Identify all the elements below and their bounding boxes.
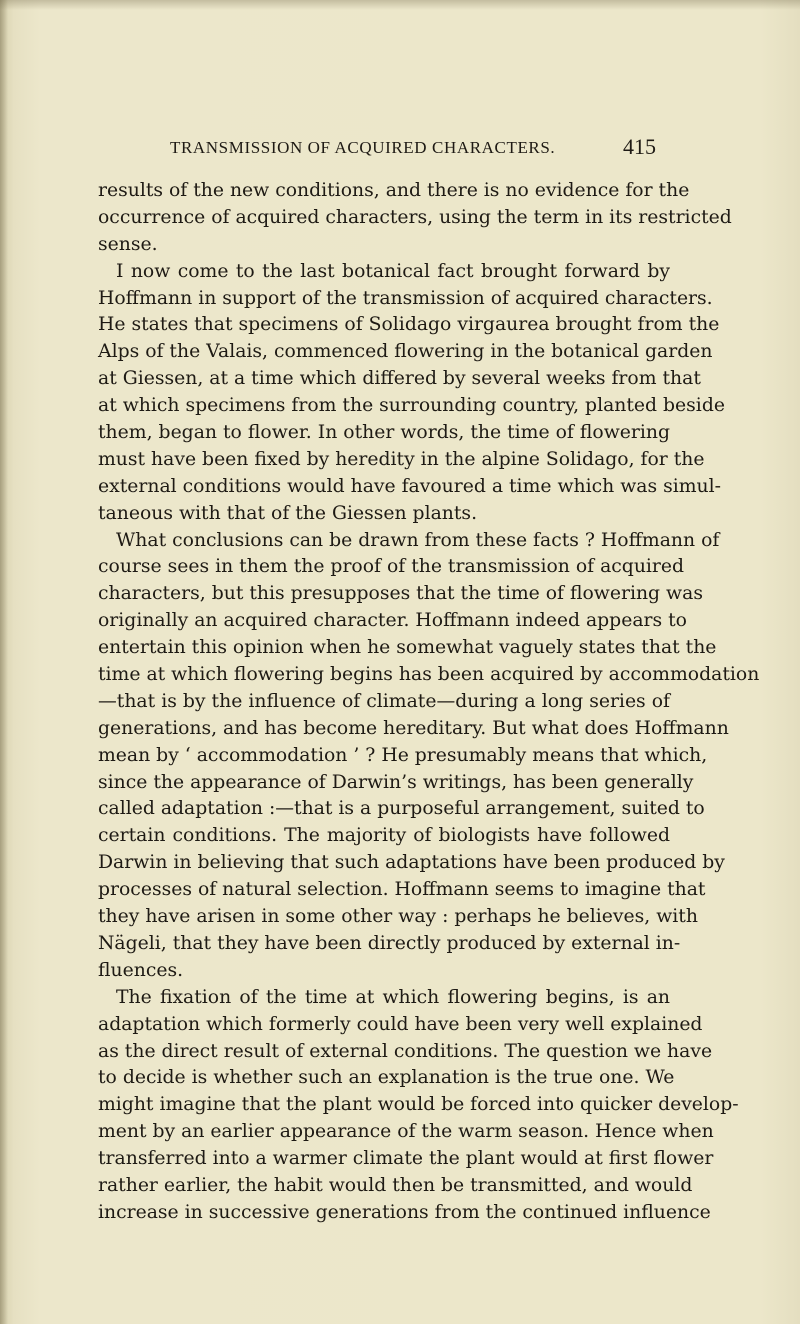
text-line: results of the new conditions, and there is no evidence for the	[98, 180, 690, 201]
text-line: originally an acquired character. Hoffmann indeed appears to	[98, 610, 687, 632]
text-line: at which specimens from the surrounding country, planted beside	[98, 395, 725, 417]
text-line: at Giessen, at a time which differed by several weeks from that	[98, 368, 701, 390]
text-line: Hoffmann in support of the transmission of acquired characters.	[98, 287, 713, 309]
text-line: might imagine that the plant would be forced into quicker develop-	[98, 1094, 739, 1116]
body-text	[98, 178, 760, 1227]
text-line: entertain this opinion when he somewhat vaguely states that the	[98, 637, 717, 659]
text-line: Alps of the Valais, commenced flowering in the botanical garden	[98, 341, 713, 363]
text-line: He states that specimens of Solidago virgaurea brought from the	[98, 314, 720, 336]
page-header	[40, 130, 760, 164]
text-line: them, began to flower. In other words, the time of flowering	[98, 422, 670, 444]
text-line: time at which flowering begins has been acquired by accommodation	[98, 664, 760, 686]
text-line: must have been fixed by heredity in the alpine Solidago, for the	[98, 448, 705, 470]
text-line: ment by an earlier appearance of the warm season. Hence when	[98, 1121, 714, 1143]
text-line: What conclusions can be drawn from these facts ? Hoffmann of	[116, 529, 720, 551]
text-line: generations, and has become hereditary. But what does Hoffmann	[98, 717, 729, 739]
text-line: called adaptation :—that is a purposeful arrangement, suited to	[98, 798, 705, 820]
page-binding-edge	[0, 0, 8, 1324]
text-line: adaptation which formerly could have been very well explained	[98, 1013, 703, 1035]
page-top-shadow	[0, 0, 800, 10]
text-line: taneous with that of the Giessen plants.	[98, 502, 478, 524]
text-line: external conditions would have favoured a time which was simul-	[98, 475, 722, 497]
text-line: mean by ‘ accommodation ’ ? He presumably means that which,	[98, 744, 708, 766]
text-line: occurrence of acquired characters, using the term in its restricted	[98, 206, 732, 228]
text-line: increase in successive generations from the continued influence	[98, 1201, 711, 1223]
text-line: Nägeli, that they have been directly produced by external in-	[98, 932, 681, 954]
text-line: certain conditions. The majority of biologists have followed	[98, 825, 670, 847]
text-line: Darwin in believing that such adaptations have been produced by	[98, 852, 725, 874]
text-line: rather earlier, the habit would then be transmitted, and would	[98, 1174, 693, 1196]
text-line: —that is by the influence of climate—during a long series of	[98, 690, 670, 712]
page-number: 415	[623, 134, 656, 159]
text-line: I now come to the last botanical fact brought forward by	[116, 260, 670, 282]
text-line: as the direct result of external conditions. The question we have	[98, 1040, 713, 1062]
text-line: since the appearance of Darwin’s writings, has been generally	[98, 771, 694, 793]
text-line: transferred into a warmer climate the plant would at first flower	[98, 1148, 714, 1170]
text-line: fluences.	[98, 959, 184, 981]
text-line: processes of natural selection. Hoffmann seems to imagine that	[98, 879, 706, 901]
text-line: The fixation of the time at which flowering begins, is an	[116, 986, 670, 1008]
text-line: sense.	[98, 233, 158, 255]
text-line: they have arisen in some other way : perhaps he believes, with	[98, 906, 698, 928]
text-line: characters, but this presupposes that the time of flowering was	[98, 583, 703, 605]
text-line: to decide is whether such an explanation is the true one. We	[98, 1067, 675, 1089]
running-head: TRANSMISSION OF ACQUIRED CHARACTERS.	[170, 138, 556, 157]
text-line: course sees in them the proof of the transmission of acquired	[98, 556, 685, 578]
